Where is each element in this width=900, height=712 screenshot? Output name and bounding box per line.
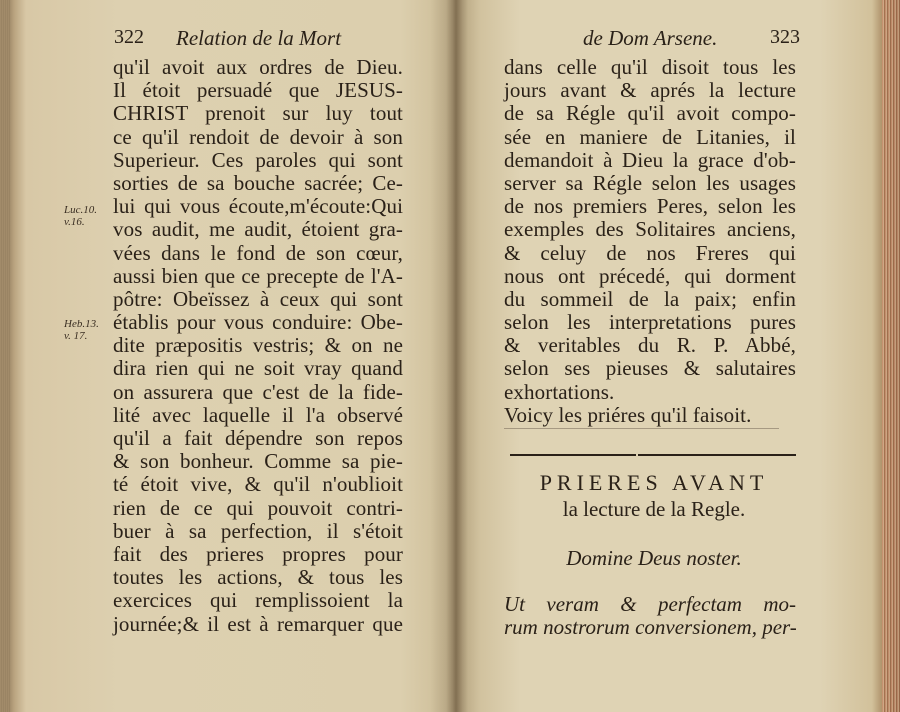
margin-note-luc: [64, 204, 97, 228]
text-line: demandoit à Dieu la grace d'ob-: [504, 147, 796, 172]
text-line: du sommeil de la paix; enfin: [504, 286, 796, 311]
text-line: Superieur. Ces paroles qui sont: [113, 147, 403, 172]
text-line: exhortations.: [504, 379, 615, 404]
text-line: de nos premiers Peres, selon les: [504, 194, 796, 219]
text-line: dira rien qui ne soit vray quand: [113, 356, 403, 381]
book-gutter: [430, 0, 480, 712]
margin-note-heb-verse: v. 17.: [64, 330, 88, 342]
ornament-rule-right: [638, 454, 796, 456]
text-line: Voicy les priéres qu'il faisoit.: [504, 402, 752, 427]
text-line: té étoit vive, & qu'il n'oublioit: [113, 472, 403, 497]
text-line: jours avant & aprés la lecture: [504, 78, 796, 103]
right-running-head: de Dom Arsene.: [583, 26, 718, 50]
book-edge-right: [882, 0, 900, 712]
latin-text: [504, 592, 796, 640]
text-line: server sa Régle selon les usages: [504, 170, 796, 195]
text-line: nous ont précedé, qui dorment: [504, 263, 796, 288]
section-subtitle: la lecture de la Regle.: [562, 497, 746, 521]
invocation: Domine Deus noster.: [566, 546, 742, 570]
text-line: fait des prieres propres pour: [113, 541, 403, 566]
faint-rule: [504, 428, 779, 429]
text-line: rien de ce qui pouvoit contri-: [113, 495, 403, 520]
text-line: qu'il a fait dépendre son repos: [113, 426, 403, 450]
left-page-number: 322: [114, 26, 144, 48]
text-line: exercices qui remplissoient la: [113, 588, 403, 613]
latin-line: Ut veram & perfectam mo-: [504, 592, 796, 616]
text-line: journée;& il est à remarquer que: [113, 611, 403, 636]
text-line: on assurera que c'est de la fide-: [113, 379, 403, 404]
text-line: & son bonheur. Comme sa pie-: [113, 449, 403, 474]
text-line: pôtre: Obeïssez à ceux qui sont: [113, 286, 403, 311]
text-line: établis pour vous conduire: Obe-: [113, 310, 403, 335]
book-edge-left: [0, 0, 10, 712]
text-line: aussi bien que ce precepte de l'A-: [113, 263, 403, 288]
text-line: dans celle qu'il disoit tous les: [504, 55, 796, 79]
text-line: lui qui vous écoute,m'écoute:Qui: [113, 194, 403, 219]
text-line: Il étoit persuadé que JESUS-: [113, 78, 403, 103]
text-line: qu'il avoit aux ordres de Dieu.: [113, 55, 403, 79]
text-line: de sa Régle qu'il avoit compo-: [504, 101, 796, 126]
text-line: vos audit, me audit, étoient gra-: [113, 217, 403, 242]
text-line: sée en maniere de Litanies, il: [504, 124, 796, 149]
latin-line: rum nostrorum conversionem, per-: [504, 615, 797, 640]
left-page-body: [113, 56, 403, 636]
right-page-body: [504, 56, 796, 427]
ornament-rule-left: [510, 454, 636, 456]
text-line: selon ses pieuses & salutaires: [504, 356, 796, 381]
margin-note-heb: [64, 318, 99, 342]
text-line: & veritables du R. P. Abbé,: [504, 333, 796, 358]
section-title: PRIERES AVANT: [539, 470, 769, 495]
text-line: vées dans le fond de son cœur,: [113, 240, 403, 265]
text-line: exemples des Solitaires anciens,: [504, 217, 796, 242]
text-line: lité avec laquelle il l'a observé: [113, 402, 403, 427]
text-line: ce qu'il rendoit de devoir à son: [113, 124, 403, 149]
margin-note-luc-ref: Luc.10.: [64, 204, 97, 216]
text-line: dite præpositis vestris; & on ne: [113, 333, 403, 358]
right-page-number: 323: [770, 26, 800, 48]
text-line: toutes les actions, & tous les: [113, 565, 403, 590]
left-running-head: Relation de la Mort: [176, 26, 342, 50]
text-line: & celuy de nos Freres qui: [504, 240, 796, 265]
text-line: selon les interpretations pures: [504, 310, 796, 335]
text-line: CHRIST prenoit sur luy tout: [113, 101, 403, 126]
margin-note-luc-verse: v.16.: [64, 216, 85, 228]
text-line: sorties de sa bouche sacrée; Ce-: [113, 170, 403, 195]
margin-note-heb-ref: Heb.13.: [64, 318, 99, 330]
text-line: buer à sa perfection, il s'étoit: [113, 518, 403, 543]
